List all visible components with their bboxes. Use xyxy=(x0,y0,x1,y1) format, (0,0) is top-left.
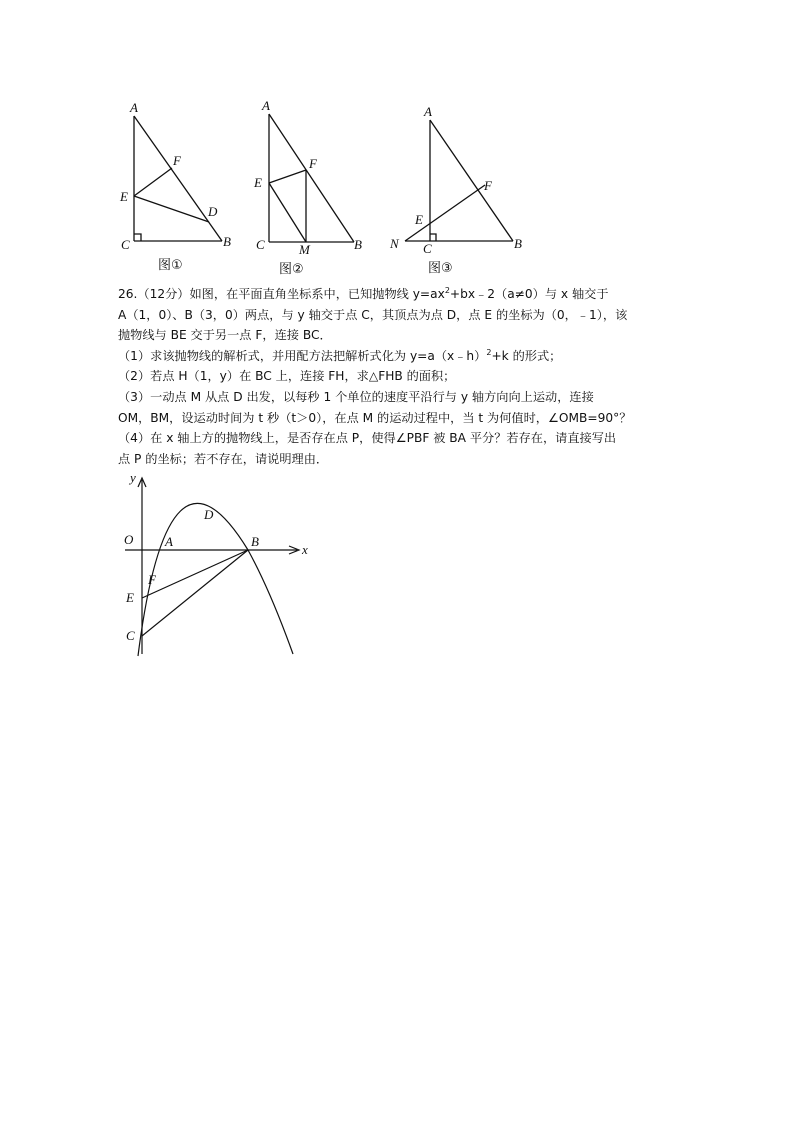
figure-1 xyxy=(110,98,240,278)
figure-2 xyxy=(248,96,378,280)
label-D: D xyxy=(204,507,214,522)
label-B: B xyxy=(514,236,522,251)
figure-3-caption: 图③ xyxy=(428,261,453,276)
label-C: C xyxy=(126,628,135,643)
axis-x-label: x xyxy=(302,542,308,557)
label-A: A xyxy=(424,104,432,119)
problem-intro-line-3: 抛物线与 BE 交于另一点 F，连接 BC． xyxy=(118,328,332,343)
question-4-line-1: （4）在 x 轴上方的抛物线上，是否存在点 P，使得∠PBF 被 BA 平分？若存在，请直接写出 xyxy=(118,431,617,446)
label-B: B xyxy=(354,237,362,252)
question-3-line-2: OM，BM，设运动时间为 t 秒（t＞0），在点 M 的运动过程中，当 t 为何值时，∠OMB=90°？ xyxy=(118,410,632,425)
label-O: O xyxy=(124,532,134,547)
label-C: C xyxy=(121,237,130,252)
label-C: C xyxy=(423,241,432,256)
label-F: F xyxy=(484,178,492,193)
coordinate-graph xyxy=(115,470,315,660)
label-M: M xyxy=(299,242,310,257)
label-N: N xyxy=(390,236,399,251)
figure-2-caption: 图② xyxy=(279,262,304,277)
problem-intro-line-1: 26.（12分）如图，在平面直角坐标系中，已知抛物线 $y=ax^2+bx﹣2(a\ne 0)$与 x 轴交于 xyxy=(118,286,609,301)
label-F: F xyxy=(173,153,181,168)
problem-intro-line-2: A（1，0）、B（3，0）两点，与 y 轴交于点 C，其顶点为点 D，点 E 的坐标为（0，﹣1），该 xyxy=(118,307,628,322)
question-2: （2）若点 H（1，y）在 BC 上，连接 FH，求△FHB 的面积； xyxy=(118,369,456,384)
question-3-line-1: （3）一动点 M 从点 D 出发，以每秒 1 个单位的速度平沿行与 y 轴方向向上运动，连接 xyxy=(118,389,594,404)
label-F: F xyxy=(148,572,156,587)
label-B: B xyxy=(223,234,231,249)
label-B: B xyxy=(251,534,259,549)
axis-y-label: y xyxy=(130,470,136,485)
label-E: E xyxy=(254,175,262,190)
figure-3 xyxy=(385,100,535,280)
label-E: E xyxy=(415,212,423,227)
question-1: （1）求该抛物线的解析式，并用配方法把解析式化为 y=a（x﹣h）$^2$+k 的形式； xyxy=(118,347,562,363)
label-A: A xyxy=(262,98,270,113)
problem-26 xyxy=(118,284,678,469)
label-A: A xyxy=(130,100,138,115)
question-4-line-2: 点 P 的坐标；若不存在，请说明理由． xyxy=(118,451,329,466)
label-C: C xyxy=(256,237,265,252)
label-D: D xyxy=(208,204,218,219)
figure-1-caption: 图① xyxy=(158,258,183,273)
label-F: F xyxy=(309,156,317,171)
label-E: E xyxy=(120,189,128,204)
label-E: E xyxy=(126,590,134,605)
label-A: A xyxy=(165,534,173,549)
